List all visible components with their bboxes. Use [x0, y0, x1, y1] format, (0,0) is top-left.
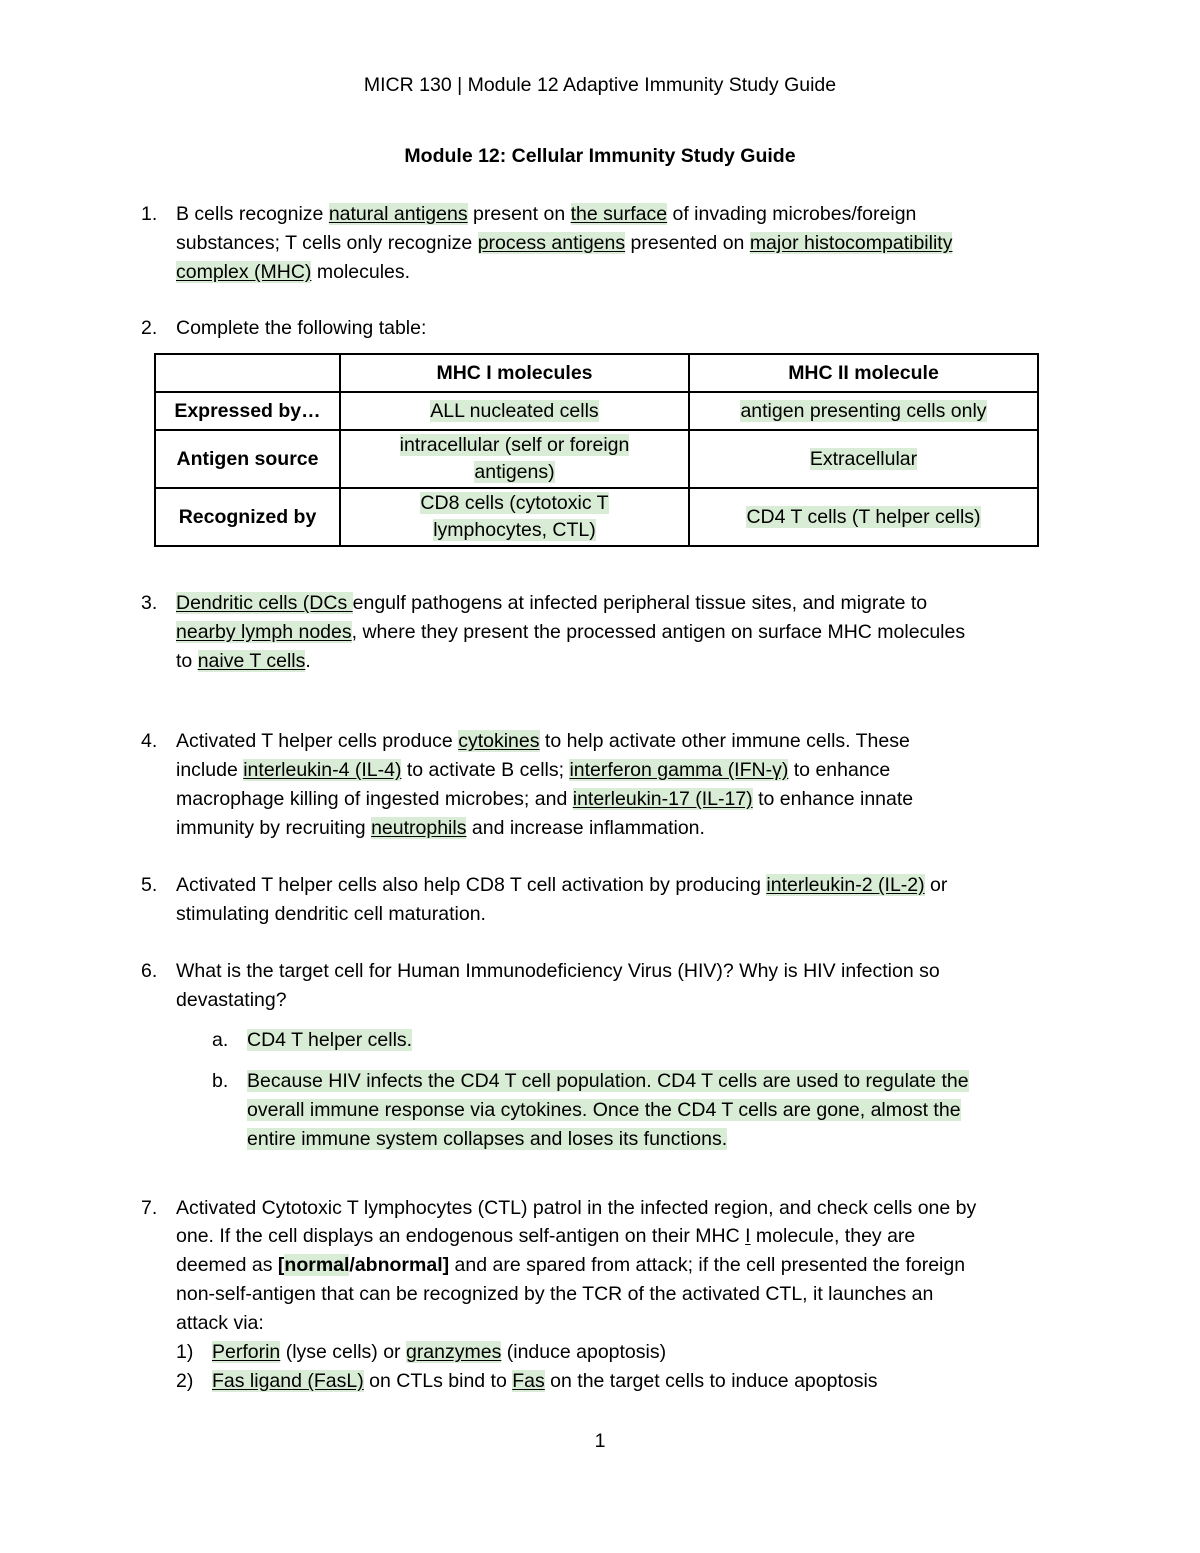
answer-blank: natural antigens — [328, 203, 468, 225]
answer-blank: naive T cells — [197, 650, 306, 672]
answer-blank: I — [745, 1225, 751, 1247]
answer-blank: Dendritic cells (DCs — [176, 592, 353, 614]
table-cell: ALL nucleated cells — [340, 392, 689, 430]
table-cell: antigen presenting cells only — [689, 392, 1038, 430]
answer-blank: granzymes — [405, 1341, 502, 1363]
q7-sub-2: Fas ligand (FasL) on CTLs bind to Fas on the target cells to induce apoptosis — [212, 1370, 878, 1392]
q1-line-3: complex (MHC) molecules. — [176, 261, 411, 283]
sub-item-label: b. — [212, 1070, 229, 1092]
table-cell: CD4 T cells (T helper cells) — [689, 488, 1038, 546]
q5-line-1: Activated T helper cells also help CD8 T cell activation by producing interleukin-2 (IL-2) or — [176, 874, 948, 896]
answer-blank: interferon gamma (IFN-γ) — [569, 759, 789, 781]
row-label: Expressed by… — [155, 392, 340, 430]
q6-answer-a: CD4 T helper cells. — [247, 1029, 413, 1051]
page-number: 1 — [594, 1430, 606, 1452]
q7-line-3: deemed as [normal/abnormal] and are spared from attack; if the cell presented the foreign — [176, 1254, 966, 1276]
answer-blank: interleukin-2 (IL-2) — [766, 874, 925, 896]
table-cell: CD8 cells (cytotoxic T lymphocytes, CTL) — [340, 488, 689, 546]
question-number: 4. — [141, 730, 158, 752]
answer-blank: major histocompatibility — [749, 232, 953, 254]
table-row — [155, 488, 1038, 546]
q3-line-2: nearby lymph nodes, where they present the processed antigen on surface MHC molecules — [176, 621, 966, 643]
table-header-row — [155, 354, 1038, 392]
q6-line-1: What is the target cell for Human Immunodeficiency Virus (HIV)? Why is HIV infection so — [176, 960, 940, 982]
q3-line-3: to naive T cells. — [176, 650, 311, 672]
q7-line-5: attack via: — [176, 1312, 264, 1334]
table-cell: intracellular (self or foreign antigens) — [340, 430, 689, 488]
q2-text: Complete the following table: — [176, 317, 427, 339]
q4-line-2: include interleukin-4 (IL-4) to activate B cells; interferon gamma (IFN-γ) to enhance — [176, 759, 891, 781]
table-header-cell — [155, 354, 340, 392]
q3-line-1: Dendritic cells (DCs engulf pathogens at infected peripheral tissue sites, and migrate to — [176, 592, 928, 614]
table-row — [155, 430, 1038, 488]
answer-choice: normal — [284, 1254, 350, 1276]
question-number: 1. — [141, 203, 158, 225]
q7-sub-1: Perforin (lyse cells) or granzymes (induce apoptosis) — [212, 1341, 667, 1363]
question-number: 2. — [141, 317, 158, 339]
q7-line-1: Activated Cytotoxic T lymphocytes (CTL) patrol in the infected region, and check cells one by — [176, 1197, 977, 1219]
row-label: Recognized by — [155, 488, 340, 546]
q6-answer-b-line-3: entire immune system collapses and loses its functions. — [247, 1128, 728, 1150]
q6-answer-b-line-1: Because HIV infects the CD4 T cell population. CD4 T cells are used to regulate the — [247, 1070, 969, 1092]
answer-blank: interleukin-17 (IL-17) — [572, 788, 753, 810]
page-title: Module 12: Cellular Immunity Study Guide — [404, 145, 796, 167]
answer-blank: complex (MHC) — [176, 261, 312, 283]
question-number: 5. — [141, 874, 158, 896]
page-header: MICR 130 | Module 12 Adaptive Immunity Study Guide — [363, 74, 837, 96]
question-number: 3. — [141, 592, 158, 614]
mhc-table — [154, 353, 1039, 547]
answer-blank: nearby lymph nodes — [176, 621, 352, 643]
answer-blank: neutrophils — [371, 817, 467, 839]
row-label: Antigen source — [155, 430, 340, 488]
q7-line-2: one. If the cell displays an endogenous self-antigen on their MHC I molecule, they are — [176, 1225, 916, 1247]
table-cell: Extracellular — [689, 430, 1038, 488]
q5-line-2: stimulating dendritic cell maturation. — [176, 903, 486, 925]
q1-line-1: B cells recognize natural antigens present on the surface of invading microbes/foreign — [176, 203, 917, 225]
answer-blank: process antigens — [477, 232, 626, 254]
answer-blank: Perforin — [212, 1341, 281, 1363]
sub-item-label: 2) — [176, 1370, 194, 1392]
question-number: 6. — [141, 960, 158, 982]
q6-line-2: devastating? — [176, 989, 287, 1011]
q6-answer-b-line-2: overall immune response via cytokines. Once the CD4 T cells are gone, almost the — [247, 1099, 961, 1121]
q4-line-1: Activated T helper cells produce cytokines to help activate other immune cells. These — [176, 730, 910, 752]
answer-blank: cytokines — [458, 730, 540, 752]
table-header-cell: MHC I molecules — [340, 354, 689, 392]
sub-item-label: 1) — [176, 1341, 194, 1363]
q7-line-4: non-self-antigen that can be recognized by the TCR of the activated CTL, it launches an — [176, 1283, 934, 1305]
q4-line-3: macrophage killing of ingested microbes; and interleukin-17 (IL-17) to enhance innate — [176, 788, 914, 810]
answer-blank: the surface — [570, 203, 668, 225]
answer-blank: interleukin-4 (IL-4) — [243, 759, 402, 781]
q4-line-4: immunity by recruiting neutrophils and increase inflammation. — [176, 817, 705, 839]
table-header-cell: MHC II molecule — [689, 354, 1038, 392]
sub-item-label: a. — [212, 1029, 229, 1051]
q1-line-2: substances; T cells only recognize process antigens presented on major histocompatibility — [176, 232, 953, 254]
answer-blank: Fas ligand (FasL) — [212, 1370, 364, 1392]
answer-blank: Fas — [512, 1370, 545, 1392]
question-number: 7. — [141, 1197, 158, 1219]
table-row — [155, 392, 1038, 430]
